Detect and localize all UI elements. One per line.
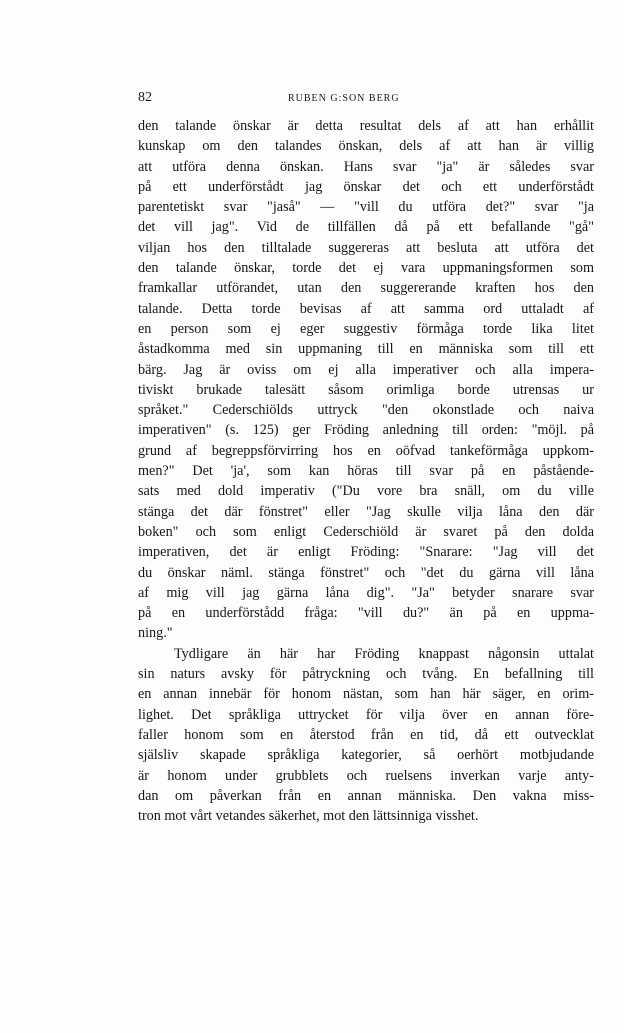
text-line: imperativen" (s. 125) ger Fröding anledning till orden: "möjl. på — [138, 422, 594, 439]
text-line: men?" Det 'ja', som kan höras till svar på en påstående- — [138, 463, 594, 480]
paragraph — [138, 116, 594, 644]
text-line: sin naturs avsky för påtryckning och tvång. En befallning till — [138, 666, 594, 683]
text-line: du önskar näml. stänga fönstret" och "det du gärna vill låna — [138, 564, 594, 581]
text-line: boken" och som enligt Cederschiöld är svaret på den dolda — [138, 523, 594, 540]
text-line: talande. Detta torde bevisas af att samma ord uttaladt af — [138, 300, 594, 317]
text-line: sats med dold imperativ ("Du vore bra snäll, om du ville — [138, 483, 594, 500]
text-line: tron mot vårt vetandes säkerhet, mot den lättsinniga visshet. — [138, 808, 479, 825]
paragraph — [138, 644, 594, 827]
text-line: på en underförstådd fråga: "vill du?" än på en uppma- — [138, 605, 594, 622]
text-line: den talande önskar, torde det ej vara uppmaningsformen som — [138, 260, 594, 277]
text-line: framkallar utförandet, utan den suggererande kraften hos den — [138, 280, 594, 297]
page-header — [138, 90, 594, 110]
text-line: språket." Cederschiölds uttryck "den okonstlade och naiva — [138, 402, 594, 419]
text-line: ning." — [138, 625, 173, 642]
text-line: bärg. Jag är oviss om ej alla imperativer och alla impera- — [138, 361, 594, 378]
text-line: på ett underförstådt jag önskar det och ett underförstådt — [138, 178, 594, 195]
text-line: den talande önskar är detta resultat dels af att han erhållit — [138, 118, 594, 134]
text-line: stänga det där fönstret" eller "Jag skulle vilja låna den där — [138, 503, 594, 520]
page-number: 82 — [138, 90, 152, 105]
text-line: en person som ej eger suggestiv förmåga torde lika litet — [138, 320, 594, 337]
text-line: Tydligare än här har Fröding knappast någonsin uttalat — [174, 645, 594, 662]
text-line: åstadkomma med sin uppmaning till en människa som till ett — [138, 341, 594, 358]
running-head: RUBEN G:SON BERG — [288, 93, 400, 104]
text-line: viljan hos den tilltalade suggereras att besluta att utföra det — [138, 239, 594, 256]
text-line: är honom under grubblets och ruelsens inverkan varje anty- — [138, 767, 594, 784]
text-line: själsliv skapade språkliga kategorier, så oerhört motbjudande — [138, 747, 594, 764]
text-line: en annan innebär för honom nästan, som han här säger, en orim- — [138, 686, 594, 703]
text-line: grund af begreppsförvirring hos en oöfvad tankeförmåga uppkom- — [138, 442, 594, 459]
text-line: dan om påverkan från en annan människa. Den vakna miss- — [138, 787, 594, 804]
text-line: kunskap om den talandes önskan, dels af att han är villig — [138, 138, 594, 155]
text-line: imperativen, det är enligt Fröding: "Snarare: "Jag vill det — [138, 544, 594, 561]
text-line: att utföra denna önskan. Hans svar "ja" är således svar — [138, 158, 594, 175]
text-line: af mig vill jag gärna låna dig". "Ja" betyder snarare svar — [138, 584, 594, 601]
text-line: parentetiskt svar "jaså" — "vill du utföra det?" svar "ja — [138, 199, 594, 216]
text-line: tiviskt brukade talesätt såsom orimliga borde utrensas ur — [138, 381, 594, 398]
body-text — [138, 116, 594, 826]
text-line: faller honom som en återstod från en tid, då ett outvecklat — [138, 726, 594, 743]
text-line: det vill jag". Vid de tillfällen då på ett befallande "gå" — [138, 219, 594, 236]
text-line: lighet. Det språkliga uttrycket för vilja över en annan före- — [138, 706, 594, 723]
